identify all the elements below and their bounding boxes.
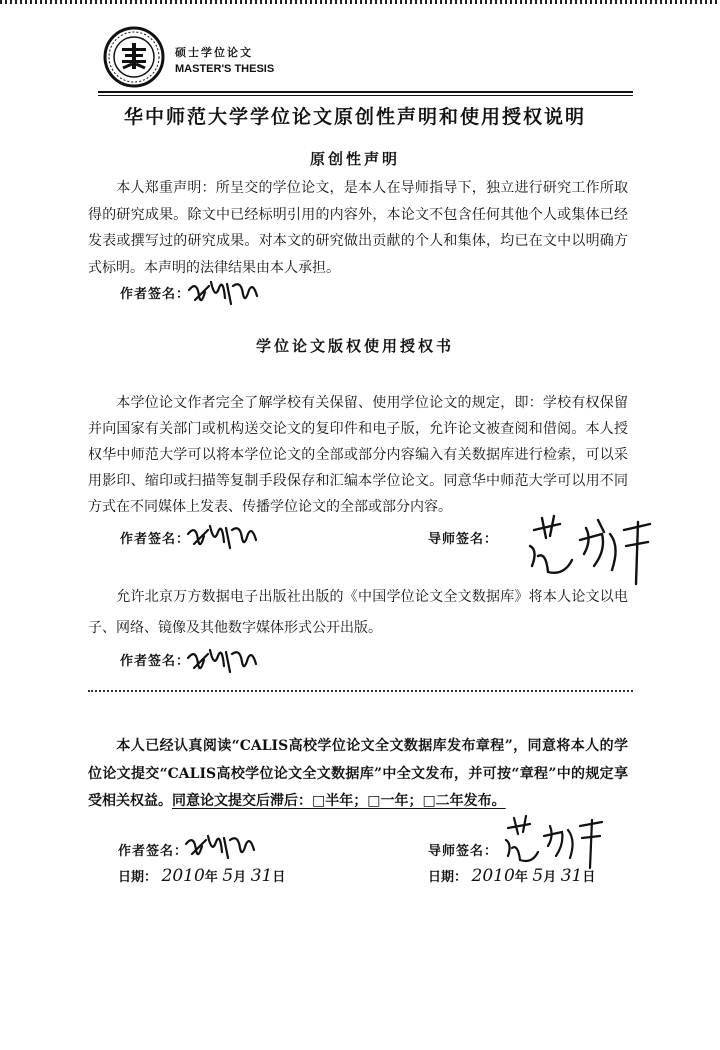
author-date-day: 31 [250, 866, 273, 886]
author-signature-4 [182, 826, 262, 866]
wanfang-author-label: 作者签名： [120, 654, 191, 669]
authorization-text: 本学位论文作者完全了解学校有关保留、使用学位论文的规定，即：学校有权保留并向国家有关部门或机构送交论文的复印件和电子版，允许论文被查阅和借阅。本人授权华中师范大学可以将本学位论文的全部或部分内容编入有关数据库进行检索，可以采用影印、缩印或扫描等复制手段保存和汇编本学位论文。同意华中师范大学可以用不同方式在不同媒体上发表、传播学位论文的全部或部分内容。 [88, 395, 628, 515]
supervisor-date [428, 866, 595, 886]
calis-statement [88, 733, 628, 816]
supervisor-date-year: 2010 [471, 866, 515, 886]
originality-heading: 原创性声明 [309, 150, 400, 168]
author-signature-3 [184, 640, 264, 680]
author-date-year: 2010 [161, 866, 205, 886]
authorization-statement [88, 390, 628, 520]
header-en: MASTER'S THESIS [175, 63, 275, 75]
dotted-divider [88, 690, 633, 692]
university-seal-icon [103, 26, 165, 88]
supervisor-signature-2 [498, 812, 608, 872]
supervisor-date-day: 31 [560, 866, 583, 886]
author-date [118, 866, 285, 886]
author-date-label: 日期： [118, 870, 158, 885]
authorization-heading: 学位论文版权使用授权书 [255, 337, 454, 355]
author-date-month-unit: 月 [233, 870, 247, 885]
wanfang-text: 允许北京万方数据电子出版社出版的《中国学位论文全文数据库》将本人论文以电子、网络、镜像及其他数字媒体形式公开出版。 [88, 589, 628, 636]
supervisor-date-month-unit: 月 [543, 870, 557, 885]
supervisor-date-label: 日期： [428, 870, 468, 885]
wanfang-statement [88, 582, 628, 644]
scan-edge [0, 0, 720, 4]
supervisor-date-day-unit: 日 [582, 870, 596, 885]
authorization-supervisor-label: 导师签名： [428, 532, 499, 547]
calis-text: 本人已经认真阅读“CALIS高校学位论文全文数据库发布章程”，同意将本人的学位论文提交“CALIS高校学位论文全文数据库”中全文发布，并可按“章程”中的规定享受相关权益。 [88, 738, 628, 809]
header-rule [98, 91, 633, 93]
author-date-year-unit: 年 [204, 870, 218, 885]
originality-text: 本人郑重声明：所呈交的学位论文，是本人在导师指导下，独立进行研究工作所取得的研究成果。除文中已经标明引用的内容外，本论文不包含任何其他个人或集体已经发表或撰写过的研究成果。对本文的研究做出贡献的个人和集体，均已在文中以明确方式标明。本声明的法律结果由本人承担。 [88, 180, 628, 276]
supervisor-date-year-unit: 年 [514, 870, 528, 885]
calis-author-label: 作者签名： [118, 844, 189, 859]
author-signature-2 [184, 516, 264, 556]
header-rule-thin [98, 95, 633, 96]
authorization-author-label: 作者签名： [120, 532, 191, 547]
supervisor-date-month: 5 [532, 866, 544, 886]
originality-statement [88, 175, 628, 281]
author-signature-1 [185, 270, 265, 314]
calis-delay-options: 同意论文提交后滞后：□半年；□一年；□二年发布。 [172, 793, 506, 809]
supervisor-signature-1 [520, 510, 660, 590]
author-date-month: 5 [222, 866, 234, 886]
author-date-day-unit: 日 [272, 870, 286, 885]
originality-author-label: 作者签名： [120, 287, 191, 302]
header-text [175, 44, 274, 78]
calis-supervisor-label: 导师签名： [428, 844, 499, 859]
header-cn: 硕士学位论文 [175, 46, 253, 59]
page-title: 华中师范大学学位论文原创性声明和使用授权说明 [123, 106, 586, 128]
